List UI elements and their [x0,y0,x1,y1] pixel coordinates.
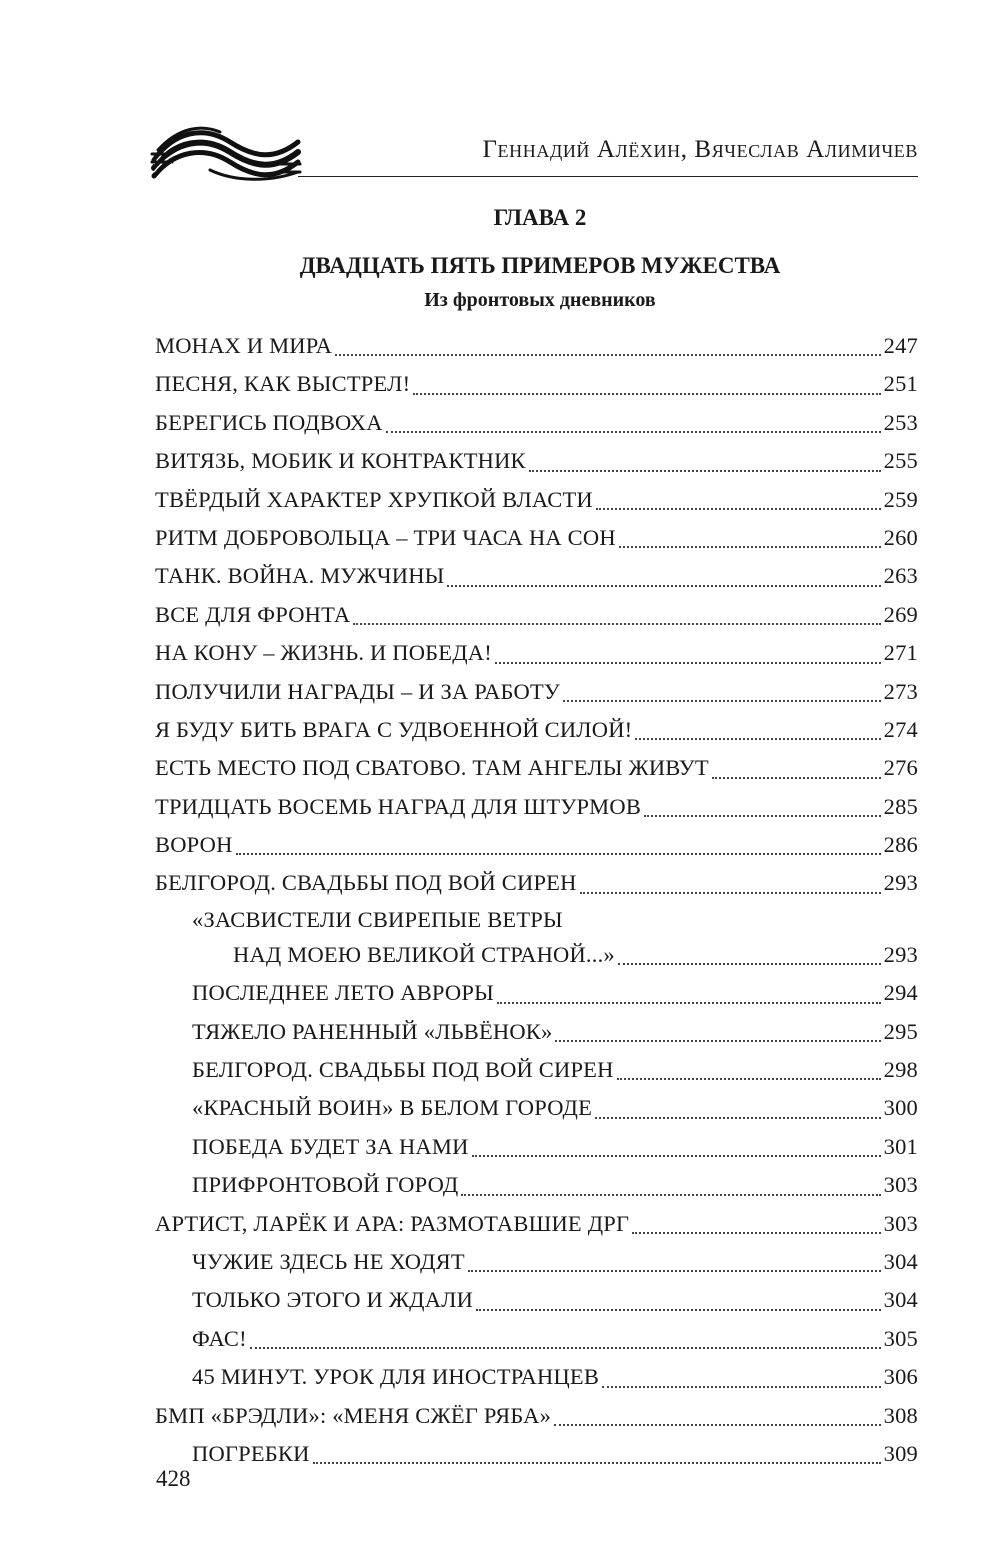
toc-entry-page: 269 [883,601,918,627]
dot-leader [595,1116,881,1119]
toc-entry-page: 273 [883,678,918,704]
dot-leader [632,1231,880,1234]
toc-entry-page: 295 [883,1018,918,1044]
toc-entry-page: 259 [883,486,918,512]
toc-entry-page: 303 [883,1210,918,1236]
toc-entry-title: ВОРОН [155,832,233,858]
page-number: 428 [156,1466,191,1491]
toc-entry[interactable] [155,1358,918,1396]
table-of-contents [155,327,918,1473]
toc-entry-page: 304 [883,1287,918,1313]
toc-entry-title: ФАС! [192,1325,247,1351]
dot-leader [644,814,881,817]
toc-entry[interactable] [155,1397,918,1435]
dot-leader [476,1308,881,1311]
toc-entry-title: ПОСЛЕДНЕЕ ЛЕТО АВРОРЫ [192,980,494,1006]
toc-entry-title: НА КОНУ – ЖИЗНЬ. И ПОБЕДА! [155,640,492,666]
toc-entry-title: ТРИДЦАТЬ ВОСЕМЬ НАГРАД ДЛЯ ШТУРМОВ [155,793,642,819]
toc-entry-page: 305 [883,1325,918,1351]
toc-entry[interactable] [155,634,918,672]
toc-entry-page: 274 [883,716,918,742]
toc-entry-page: 301 [883,1133,918,1159]
dot-leader [529,469,881,472]
toc-entry[interactable] [155,1128,918,1166]
toc-entry[interactable] [155,673,918,711]
toc-entry[interactable] [155,864,918,902]
chapter-subtitle: Из фронтовых дневников [424,289,656,311]
toc-entry-title: БЕРЕГИСЬ ПОДВОХА [155,409,383,435]
toc-entry-page: 285 [883,793,918,819]
dot-leader [472,1154,881,1157]
toc-entry-page: 271 [883,640,918,666]
toc-entry-page: 251 [883,371,918,397]
dot-leader [497,1001,881,1004]
chapter-title: ДВАДЦАТЬ ПЯТЬ ПРИМЕРОВ МУЖЕСТВА [299,253,781,278]
toc-entry-page: 294 [883,980,918,1006]
toc-entry[interactable] [155,1166,918,1204]
toc-entry[interactable] [155,1243,918,1281]
toc-entry[interactable] [155,596,918,634]
dot-leader [619,545,881,548]
toc-entry-title: ПОГРЕБКИ [192,1440,310,1466]
toc-entry-title: ПРИФРОНТОВОЙ ГОРОД [192,1172,459,1198]
dot-leader [580,891,881,894]
toc-entry[interactable] [155,1013,918,1051]
toc-entry-title: НАД МОЕЮ ВЕЛИКОЙ СТРАНОЙ...» [233,941,615,967]
toc-entry-page: 308 [883,1402,918,1428]
toc-entry[interactable] [155,365,918,403]
toc-entry-page: 276 [883,755,918,781]
toc-entry[interactable] [155,749,918,787]
header-rule [298,176,918,177]
toc-entry[interactable] [155,481,918,519]
toc-entry[interactable] [155,1051,918,1089]
toc-entry[interactable] [155,826,918,864]
toc-entry-title: «КРАСНЫЙ ВОИН» В БЕЛОМ ГОРОДЕ [192,1095,593,1121]
toc-entry-title: ВИТЯЗЬ, МОБИК И КОНТРАКТНИК [155,448,526,474]
toc-entry-title: ЕСТЬ МЕСТО ПОД СВАТОВО. ТАМ АНГЕЛЫ ЖИВУТ [155,755,709,781]
dot-leader [555,1039,880,1042]
toc-entry-title: БЕЛГОРОД. СВАДЬБЫ ПОД ВОЙ СИРЕН [192,1057,614,1083]
toc-entry-title: ТОЛЬКО ЭТОГО И ЖДАЛИ [192,1287,474,1313]
toc-entry-page: 303 [883,1172,918,1198]
toc-entry-title: ПОЛУЧИЛИ НАГРАДЫ – И ЗА РАБОТУ [155,678,561,704]
dot-leader [313,1461,881,1464]
dot-leader [250,1346,881,1349]
toc-entry[interactable] [155,788,918,826]
toc-entry[interactable] [155,1205,918,1243]
toc-entry-page: 306 [883,1364,918,1390]
toc-entry-title: «ЗАСВИСТЕЛИ СВИРЕПЫЕ ВЕТРЫ [192,906,563,932]
toc-entry-page: 247 [883,333,918,358]
toc-entry-title: МОНАХ И МИРА [155,333,333,358]
toc-entry-page: 309 [883,1440,918,1466]
dot-leader [386,430,881,433]
dot-leader [335,353,881,356]
toc-entry-title: РИТМ ДОБРОВОЛЬЦА – ТРИ ЧАСА НА СОН [155,524,616,550]
toc-entry-page: 253 [883,409,918,435]
toc-entry-page: 298 [883,1057,918,1083]
toc-entry-title: ПЕСНЯ, КАК ВЫСТРЕЛ! [155,371,411,397]
toc-entry-page: 263 [883,563,918,589]
dot-leader [635,737,880,740]
toc-entry-page: 260 [883,524,918,550]
toc-entry[interactable] [155,1435,918,1473]
dot-leader [413,392,880,395]
toc-entry[interactable] [155,404,918,442]
toc-entry-page: 300 [883,1095,918,1121]
toc-entry-title: АРТИСТ, ЛАРЁК И АРА: РАЗМОТАВШИЕ ДРГ [155,1210,630,1236]
toc-entry-page: 293 [883,941,918,967]
toc-entry[interactable] [155,711,918,749]
toc-entry[interactable] [155,442,918,480]
toc-entry-title: ТАНК. ВОЙНА. МУЖЧИНЫ [155,563,445,589]
dot-leader [563,699,881,702]
toc-entry-page: 293 [883,870,918,896]
toc-entry-title: ВСЕ ДЛЯ ФРОНТА [155,601,351,627]
dot-leader [468,1269,881,1272]
running-head-authors: Геннадий Алёхин, Вячеслав Алимичев [482,136,918,163]
toc-entry[interactable] [155,936,918,974]
toc-entry[interactable] [155,519,918,557]
toc-entry[interactable] [155,1320,918,1358]
dot-leader [596,507,881,510]
toc-entry[interactable] [155,327,918,365]
dot-leader [618,962,881,965]
toc-entry-title: Я БУДУ БИТЬ ВРАГА С УДВОЕННОЙ СИЛОЙ! [155,716,633,742]
toc-entry-title: ЧУЖИЕ ЗДЕСЬ НЕ ХОДЯТ [192,1248,465,1274]
ribbon-flag-icon [150,120,302,182]
toc-entry[interactable] [155,903,918,936]
dot-leader [461,1193,880,1196]
toc-entry-title: БЕЛГОРОД. СВАДЬБЫ ПОД ВОЙ СИРЕН [155,870,577,896]
toc-entry-page: 255 [883,448,918,474]
toc-entry[interactable] [155,557,918,595]
dot-leader [712,776,881,779]
toc-entry-title: ПОБЕДА БУДЕТ ЗА НАМИ [192,1133,469,1159]
toc-entry[interactable] [155,1281,918,1319]
chapter-number: ГЛАВА 2 [493,205,587,230]
toc-entry-page: 286 [883,832,918,858]
dot-leader [617,1077,881,1080]
dot-leader [602,1385,881,1388]
toc-entry-title: ТВЁРДЫЙ ХАРАКТЕР ХРУПКОЙ ВЛАСТИ [155,486,593,512]
toc-entry[interactable] [155,1089,918,1127]
dot-leader [554,1423,881,1426]
running-head [150,118,920,182]
toc-entry[interactable] [155,974,918,1012]
toc-entry-title: ТЯЖЕЛО РАНЕННЫЙ «ЛЬВЁНОК» [192,1018,553,1044]
toc-entry-page: 304 [883,1248,918,1274]
toc-entry-title: БМП «БРЭДЛИ»: «МЕНЯ СЖЁГ РЯБА» [155,1402,552,1428]
dot-leader [353,622,880,625]
toc-entry-title: 45 МИНУТ. УРОК ДЛЯ ИНОСТРАНЦЕВ [192,1364,600,1390]
dot-leader [447,584,880,587]
dot-leader [495,661,881,664]
dot-leader [236,852,881,855]
